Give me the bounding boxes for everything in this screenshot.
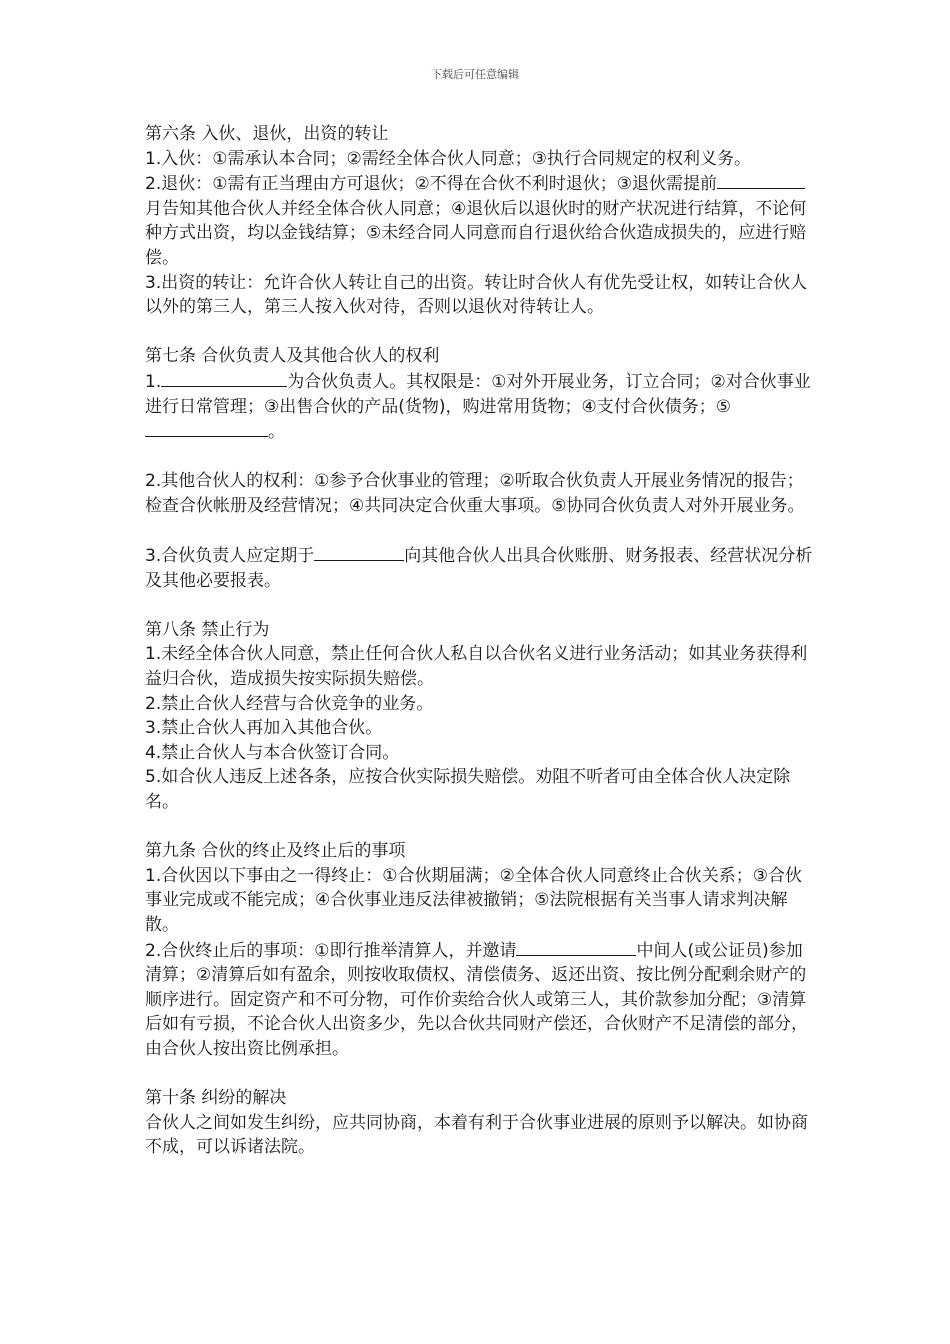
article-7-clause-1-end: 。 (268, 422, 285, 443)
article-8-clause-4: 4.禁止合伙人与本合伙签订合同。 (145, 742, 400, 763)
article-7-clause-3-text-b: 向其他合伙人出具合伙账册、财务报表、经营状况分析及其他必要报表。 (145, 546, 813, 591)
article-6-clause-3: 3.出资的转让：允许合伙人转让自己的出资。转让时合伙人有优先受让权，如转让合伙人以外的第三人，第三人按入伙对待，否则以退伙对待转让人。 (145, 272, 808, 318)
article-6-clause-2-text-b: 月告知其他合伙人并经全体合伙人同意；④退伙后以退伙时的财产状况进行结算，不论何种方式出资，均以金钱结算；⑤未经合同人同意而自行退伙给合伙造成损失的，应进行赔偿。 (145, 198, 807, 268)
article-9-clause-2-text-a: 2.合伙终止后的事项：①即行推举清算人，并邀请 (145, 940, 517, 961)
fill-blank-responsible-partner (161, 369, 287, 387)
article-7-clause-1-number: 1. (145, 371, 162, 392)
paragraph-gap (145, 320, 815, 345)
article-10-title: 第十条 纠纷的解决 (145, 1088, 287, 1109)
article-8-clause-1: 1.未经全体合伙人同意，禁止任何合伙人私自以合伙名义进行业务活动；如其业务获得利益归合伙，造成损失按实际损失赔偿。 (145, 644, 808, 690)
article-7-clause-3 (145, 543, 815, 593)
fill-blank-notice-period-b (737, 171, 805, 189)
fill-blank-intermediary (516, 938, 636, 956)
article-8-clause-3: 3.禁止合伙人再加入其他合伙。 (145, 718, 383, 739)
article-7-clause-1 (145, 369, 815, 445)
article-7-clause-1-text: 为合伙负责人。其权限是：①对外开展业务，订立合同；②对合伙事业进行日常管理；③出售合伙的产品(货物)，购进常用货物；④支付合伙债务；⑤ (145, 371, 811, 417)
paragraph-gap (145, 593, 815, 618)
article-6-title: 第六条 入伙、退伙，出资的转让 (145, 124, 389, 144)
article-9-clause-2-text-b: 中间人(或公证员)参加清算；②清算后如有盈余，则按收取债权、清偿债务、返还出资、按比例分配剩余财产的顺序进行。固定资产和不可分物，可作价卖给合伙人或第三人，其价款参加分配；③清算后如有亏损，不论合伙人出资多少，先以合伙共同财产偿还，合伙财产不足清偿的部分，由合伙人按出资比例承担。 (145, 940, 808, 1059)
article-9-title: 第九条 合伙的终止及终止后的事项 (145, 841, 406, 862)
article-7-clause-3-text-a: 3.合伙负责人应定期于 (145, 546, 315, 567)
article-6-clause-1: 1.入伙：①需承认本合同；②需经全体合伙人同意；③执行合同规定的权利义务。 (145, 148, 751, 169)
fill-blank-reporting-period (314, 543, 404, 561)
paragraph-gap (145, 445, 815, 470)
article-6-clause-2-text-a: 2.退伙：①需有正当理由方可退伙；②不得在合伙不利时退伙；③退伙需提前 (145, 174, 717, 195)
paragraph-gap (145, 519, 815, 544)
article-9-clause-1: 1.合伙因以下事由之一得终止：①合伙期届满；②全体合伙人同意终止合伙关系；③合伙事业完成或不能完成；④合伙事业违反法律被撤销；⑤法院根据有关当事人请求判决解散。 (145, 865, 802, 935)
fill-blank-notice-period-a (717, 171, 737, 189)
article-6-clause-2 (145, 171, 815, 270)
fill-blank-other-authority (145, 419, 268, 437)
article-8-clause-2: 2.禁止合伙人经营与合伙竞争的业务。 (145, 693, 434, 714)
article-8-title: 第八条 禁止行为 (145, 619, 270, 640)
paragraph-gap (145, 815, 815, 840)
article-9-clause-2 (145, 938, 815, 1062)
page-header: 下载后可任意编辑 (431, 68, 519, 81)
article-8-clause-5: 5.如合伙人违反上述各条，应按合伙实际损失赔偿。劝阻不听者可由全体合伙人决定除名。 (145, 767, 791, 813)
article-10-clause-1: 合伙人之间如发生纠纷，应共同协商，本着有利于合伙事业进展的原则予以解决。如协商不成，可以诉诸法院。 (145, 1112, 808, 1158)
article-7-clause-2: 2.其他合伙人的权利：①参予合伙事业的管理；②听取合伙负责人开展业务情况的报告；检查合伙帐册及经营情况；④共同决定合伙重大事项。⑤协同合伙负责人对外开展业务。 (145, 471, 805, 516)
article-7-title: 第七条 合伙负责人及其他合伙人的权利 (145, 346, 440, 367)
paragraph-gap (145, 1062, 815, 1087)
contract-body (145, 122, 815, 1160)
